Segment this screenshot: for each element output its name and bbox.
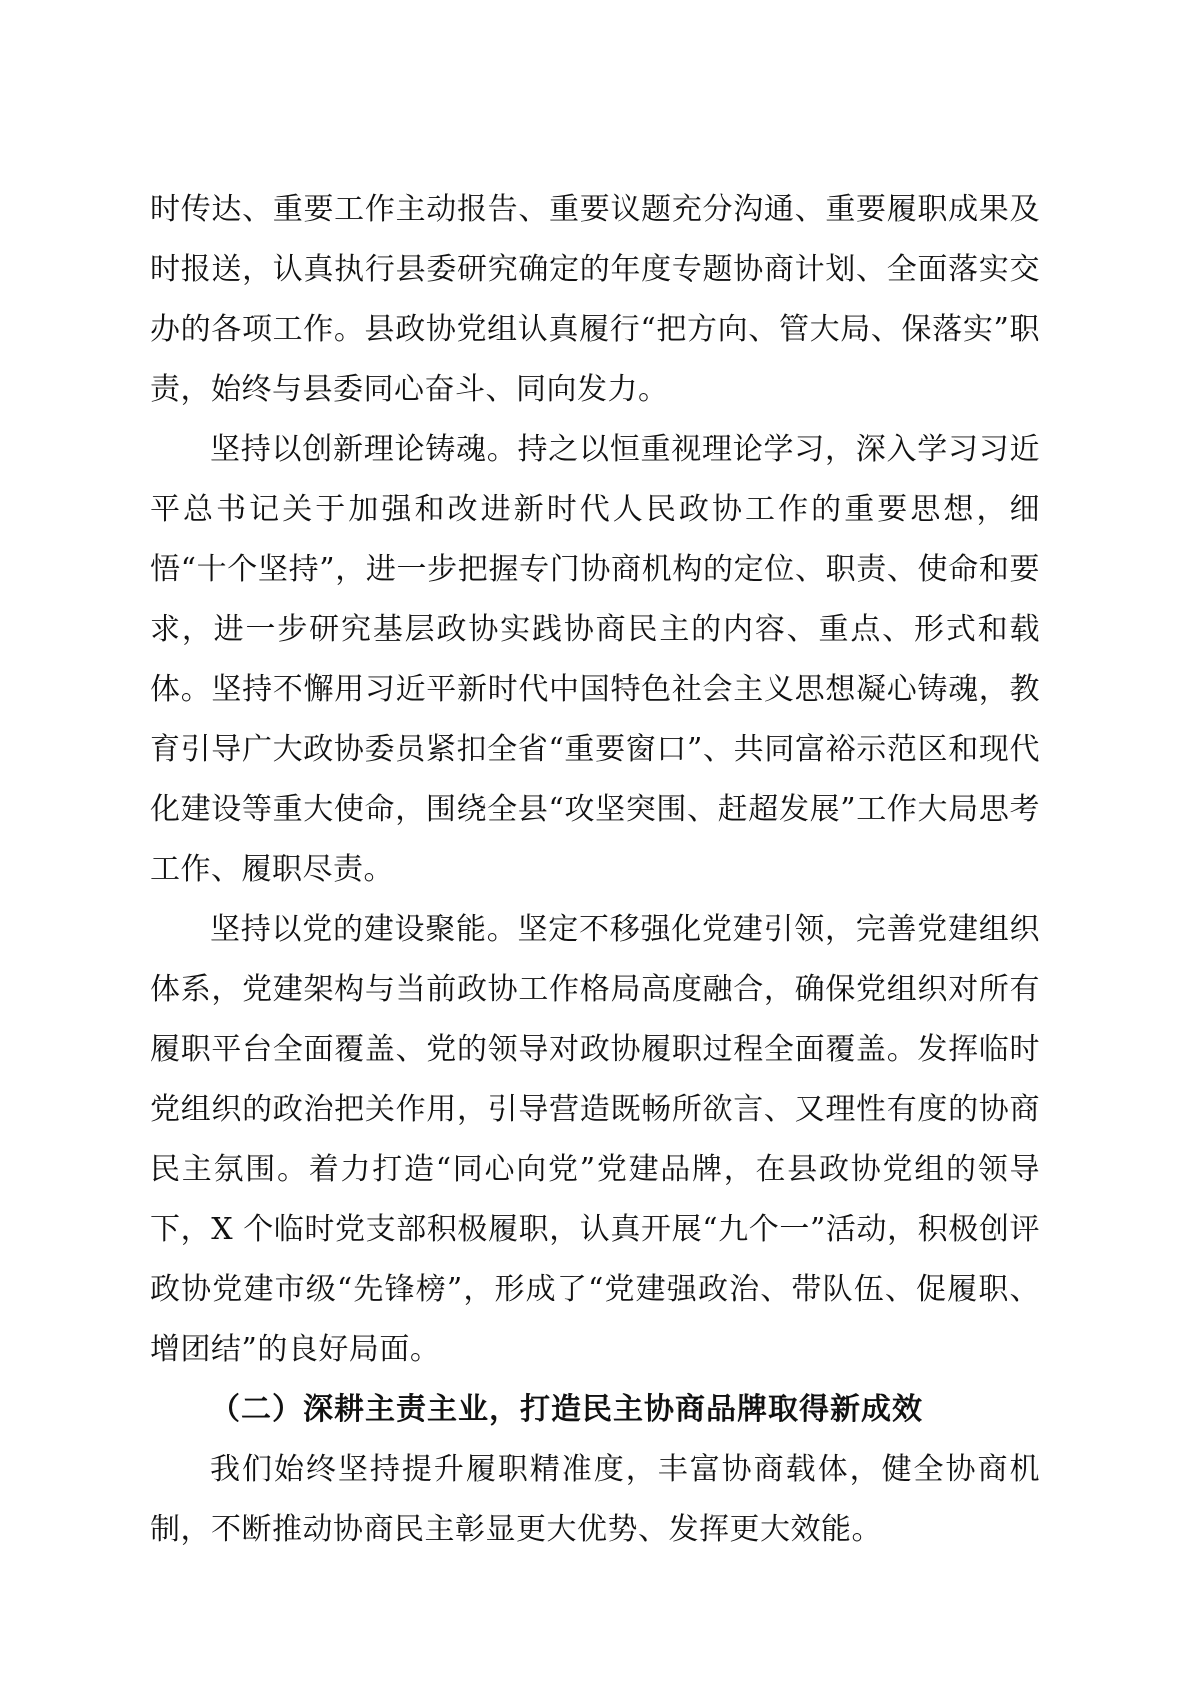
paragraph-closing: 我们始终坚持提升履职精准度，丰富协商载体，健全协商机制，不断推动协商民主彰显更大优势、发挥更大效能。: [150, 1452, 1040, 1547]
section-heading: （二）深耕主责主业，打造民主协商品牌取得新成效: [210, 1392, 923, 1427]
paragraph-party-building: 坚持以党的建设聚能。坚定不移强化党建引领，完善党建组织体系，党建架构与当前政协工作格局高度融合，确保党组织对所有履职平台全面覆盖、党的领导对政协履职过程全面覆盖。发挥临时党组织的政治把关作用，引导营造既畅所欲言、又理性有度的协商民主氛围。着力打造“同心向党”党建品牌，在县政协党组的领导下，X 个临时党支部积极履职，认真开展“九个一”活动，积极创评政协党建市级“先锋榜”，形成了“党建强政治、带队伍、促履职、增团结”的良好局面。: [150, 912, 1040, 1367]
paragraph-continued: 时传达、重要工作主动报告、重要议题充分沟通、重要履职成果及时报送，认真执行县委研究确定的年度专题协商计划、全面落实交办的各项工作。县政协党组认真履行“把方向、管大局、保落实”职责，始终与县委同心奋斗、同向发力。: [150, 192, 1040, 407]
document-body: [150, 180, 1040, 1560]
paragraph-theory: 坚持以创新理论铸魂。持之以恒重视理论学习，深入学习习近平总书记关于加强和改进新时代人民政协工作的重要思想，细悟“十个坚持”，进一步把握专门协商机构的定位、职责、使命和要求，进一步研究基层政协实践协商民主的内容、重点、形式和载体。坚持不懈用习近平新时代中国特色社会主义思想凝心铸魂，教育引导广大政协委员紧扣全省“重要窗口”、共同富裕示范区和现代化建设等重大使命，围绕全县“攻坚突围、赶超发展”工作大局思考工作、履职尽责。: [150, 432, 1040, 887]
